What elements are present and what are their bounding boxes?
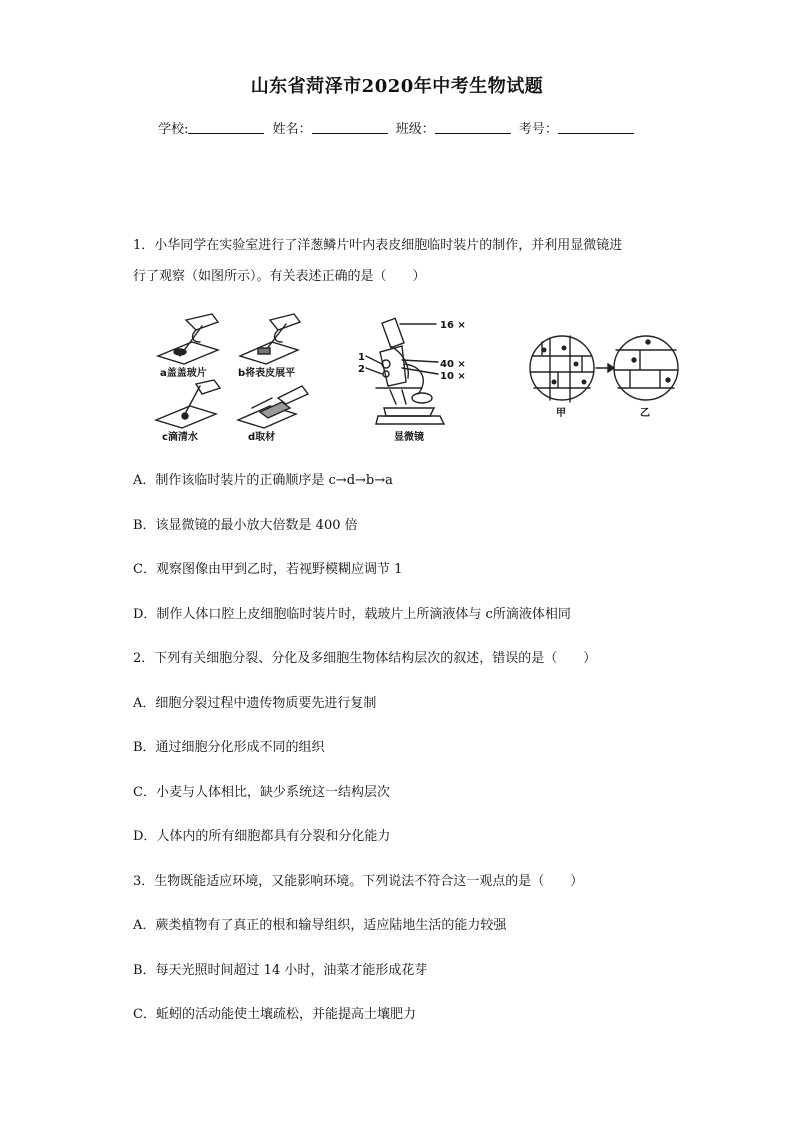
q3-stem: 3．生物既能适应环境，又能影响环境。下列说法不符合这一观点的是（ ） bbox=[133, 874, 584, 889]
step-b-illustration bbox=[240, 314, 300, 364]
q1-figure bbox=[140, 312, 700, 444]
coarse-knob-label: 1 bbox=[358, 352, 365, 363]
microscope-illustration bbox=[366, 318, 444, 424]
q1-option-a[interactable]: A．制作该临时装片的正确顺序是 c→d→b→a bbox=[133, 473, 393, 488]
class-blank[interactable] bbox=[435, 121, 511, 134]
q2-option-b[interactable]: B．通过细胞分化形成不同的组织 bbox=[133, 740, 325, 755]
step-d-label: d取材 bbox=[248, 432, 276, 443]
step-c-illustration bbox=[156, 380, 220, 428]
view-yi-label: 乙 bbox=[640, 408, 650, 419]
page-title: 山东省菏泽市2020年中考生物试题 bbox=[250, 76, 544, 97]
q1-option-c[interactable]: C．观察图像由甲到乙时，若视野模糊应调节 1 bbox=[133, 562, 403, 577]
step-c-label: c滴清水 bbox=[162, 432, 198, 443]
name-blank[interactable] bbox=[312, 121, 388, 134]
q1-option-d[interactable]: D．制作人体口腔上皮细胞临时装片时，载玻片上所滴液体与 c所滴液体相同 bbox=[133, 607, 571, 622]
view-jia-label: 甲 bbox=[556, 408, 566, 419]
q1-stem-line1: 1．小华同学在实验室进行了洋葱鳞片叶内表皮细胞临时装片的制作，并利用显微镜进 bbox=[133, 238, 623, 253]
view-yi-illustration bbox=[614, 336, 678, 400]
step-b-label: b将表皮展平 bbox=[238, 368, 296, 379]
name-field[interactable]: 姓名： bbox=[273, 118, 390, 137]
eyepiece-magnification: 16 × bbox=[440, 320, 466, 331]
exam-number-field[interactable]: 考号： bbox=[519, 118, 636, 137]
class-field[interactable]: 班级： bbox=[396, 118, 513, 137]
arrow-icon bbox=[596, 364, 614, 372]
q3-option-a[interactable]: A．蕨类植物有了真正的根和输导组织，适应陆地生活的能力较强 bbox=[133, 918, 507, 933]
q2-stem: 2．下列有关细胞分裂、分化及多细胞生物体结构层次的叙述，错误的是（ ） bbox=[133, 651, 597, 666]
q2-option-c[interactable]: C．小麦与人体相比，缺少系统这一结构层次 bbox=[133, 785, 390, 800]
fine-knob-label: 2 bbox=[358, 364, 365, 375]
q3-option-b[interactable]: B．每天光照时间超过 14 小时，油菜才能形成花芽 bbox=[133, 963, 428, 978]
exam-number-blank[interactable] bbox=[558, 121, 634, 134]
view-jia-illustration bbox=[530, 336, 594, 402]
objective-magnification-high: 40 × bbox=[440, 359, 466, 370]
school-field[interactable]: 学校: bbox=[158, 118, 266, 137]
step-a-illustration bbox=[158, 314, 218, 364]
q1-stem-line2: 行了观察（如图所示）。有关表述正确的是（ ） bbox=[133, 269, 426, 284]
student-info-row bbox=[0, 118, 794, 137]
q2-option-a[interactable]: A．细胞分裂过程中遗传物质要先进行复制 bbox=[133, 696, 377, 711]
microscope-caption: 显微镜 bbox=[394, 432, 424, 443]
school-blank[interactable] bbox=[188, 121, 264, 134]
step-d-illustration bbox=[238, 386, 308, 428]
q3-option-c[interactable]: C．蚯蚓的活动能使土壤疏松，并能提高土壤肥力 bbox=[133, 1007, 416, 1022]
q2-option-d[interactable]: D．人体内的所有细胞都具有分裂和分化能力 bbox=[133, 829, 391, 844]
step-a-label: a盖盖玻片 bbox=[160, 368, 207, 379]
objective-magnification-low: 10 × bbox=[440, 371, 466, 382]
q1-option-b[interactable]: B．该显微镜的最小放大倍数是 400 倍 bbox=[133, 518, 358, 533]
